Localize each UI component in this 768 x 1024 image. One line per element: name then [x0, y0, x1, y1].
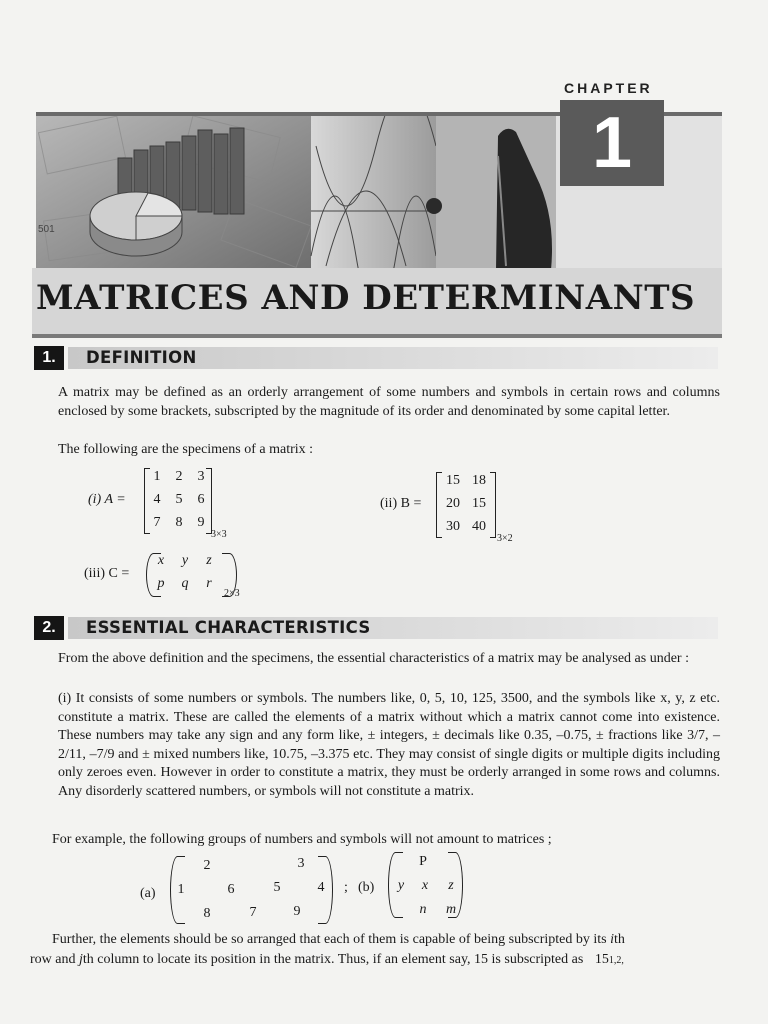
matrix-cell: 5: [175, 492, 183, 507]
chapter-number: 1: [560, 100, 664, 186]
group-item: 1: [177, 882, 185, 897]
section-heading-characteristics: [34, 616, 722, 642]
matrix-a-label: (i) A =: [88, 492, 126, 507]
group-item: 9: [293, 904, 301, 919]
matrix-order: 2×3: [224, 588, 240, 599]
chapter-banner-image: [36, 116, 556, 270]
definition-paragraph: A matrix may be defined as an orderly arrangement of some numbers and symbols in certain rows and columns enclosed by some brackets, subscripted by the magnitude of its order and denominated by some capital letter.: [58, 385, 720, 419]
group-item: 3: [297, 856, 305, 871]
group-item: x: [421, 878, 429, 893]
specimens-intro: The following are the specimens of a matrix :: [58, 442, 314, 457]
characteristics-point-1: (i) It consists of some numbers or symbols. The numbers like, 0, 5, 10, 125, 3500, and the symbols like x, y, z etc. constitute a matrix. These are called the elements of a matrix without which a matrix cannot come into existence. These numbers may take any sign and any form like, ± integers, ± decimals like 0.35, –0.75, ± fractions like 3/7, –2/11, –7/9 and ± mixed numbers like, 10.75, –3.375 etc. They may consist of single digits or multiple digits including only zeroes even. However in order to constitute a matrix, they must be orderly arranged in some rows and columns. Any disorderly scattered numbers, or symbols will not constitute a matrix.: [58, 691, 720, 799]
matrix-b-label: (ii) B =: [380, 496, 422, 511]
group-a-label: (a): [140, 886, 156, 901]
closing-line-1: Further, the elements should be so arranged that each of them is capable of being subscripted by its ith: [52, 932, 625, 947]
group-item: 4: [317, 880, 325, 895]
matrix-cell: 40: [472, 519, 486, 534]
group-item: P: [419, 854, 427, 869]
matrix-cell: 20: [446, 496, 460, 511]
group-item: y: [397, 878, 405, 893]
matrix-cell: 15: [446, 473, 460, 488]
chapter-title: MATRICES AND DETERMINANTS: [36, 278, 696, 318]
svg-text:501: 501: [38, 224, 55, 235]
matrix-cell: 18: [472, 473, 486, 488]
section-number: 2.: [34, 616, 64, 640]
matrix-cell: 7: [153, 515, 161, 530]
group-item: 5: [273, 880, 281, 895]
section-title: DEFINITION: [86, 348, 197, 367]
section-heading-definition: [34, 346, 722, 372]
matrix-cell: 8: [175, 515, 183, 530]
group-separator: ;: [344, 880, 348, 895]
group-item: 8: [203, 906, 211, 921]
matrix-cell: y: [181, 553, 189, 568]
matrix-cell: 4: [153, 492, 161, 507]
matrix-cell: r: [206, 576, 212, 591]
group-item: n: [419, 902, 427, 917]
matrix-order: 3×2: [497, 533, 513, 544]
group-item: m: [445, 902, 457, 917]
chapter-label: CHAPTER: [564, 80, 653, 96]
matrix-cell: x: [157, 553, 165, 568]
matrix-cell: z: [206, 553, 212, 568]
closing-line-2: row and jth column to locate its position in the matrix. Thus, if an element say, 15 is subscripted as 151,2,: [30, 952, 624, 967]
group-item: 7: [249, 905, 257, 920]
group-item: z: [448, 878, 454, 893]
matrix-cell: 30: [446, 519, 460, 534]
matrix-cell: q: [181, 576, 189, 591]
matrix-cell: 2: [175, 469, 183, 484]
matrix-c-label: (iii) C =: [84, 566, 130, 581]
group-item: 2: [203, 858, 211, 873]
matrix-cell: p: [157, 576, 165, 591]
matrix-cell: 9: [197, 515, 205, 530]
matrix-cell: 15: [472, 496, 486, 511]
group-b-label: (b): [358, 880, 375, 895]
section-number: 1.: [34, 346, 64, 370]
matrix-order: 3×3: [211, 529, 227, 540]
group-item: 6: [227, 882, 235, 897]
matrix-cell: 6: [197, 492, 205, 507]
matrix-cell: 3: [197, 469, 205, 484]
example-intro: For example, the following groups of numbers and symbols will not amount to matrices ;: [52, 832, 552, 847]
characteristics-intro: From the above definition and the specimens, the essential characteristics of a matrix may be analysed as under :: [58, 651, 689, 666]
matrix-cell: 1: [153, 469, 161, 484]
section-title: ESSENTIAL CHARACTERISTICS: [86, 618, 371, 637]
